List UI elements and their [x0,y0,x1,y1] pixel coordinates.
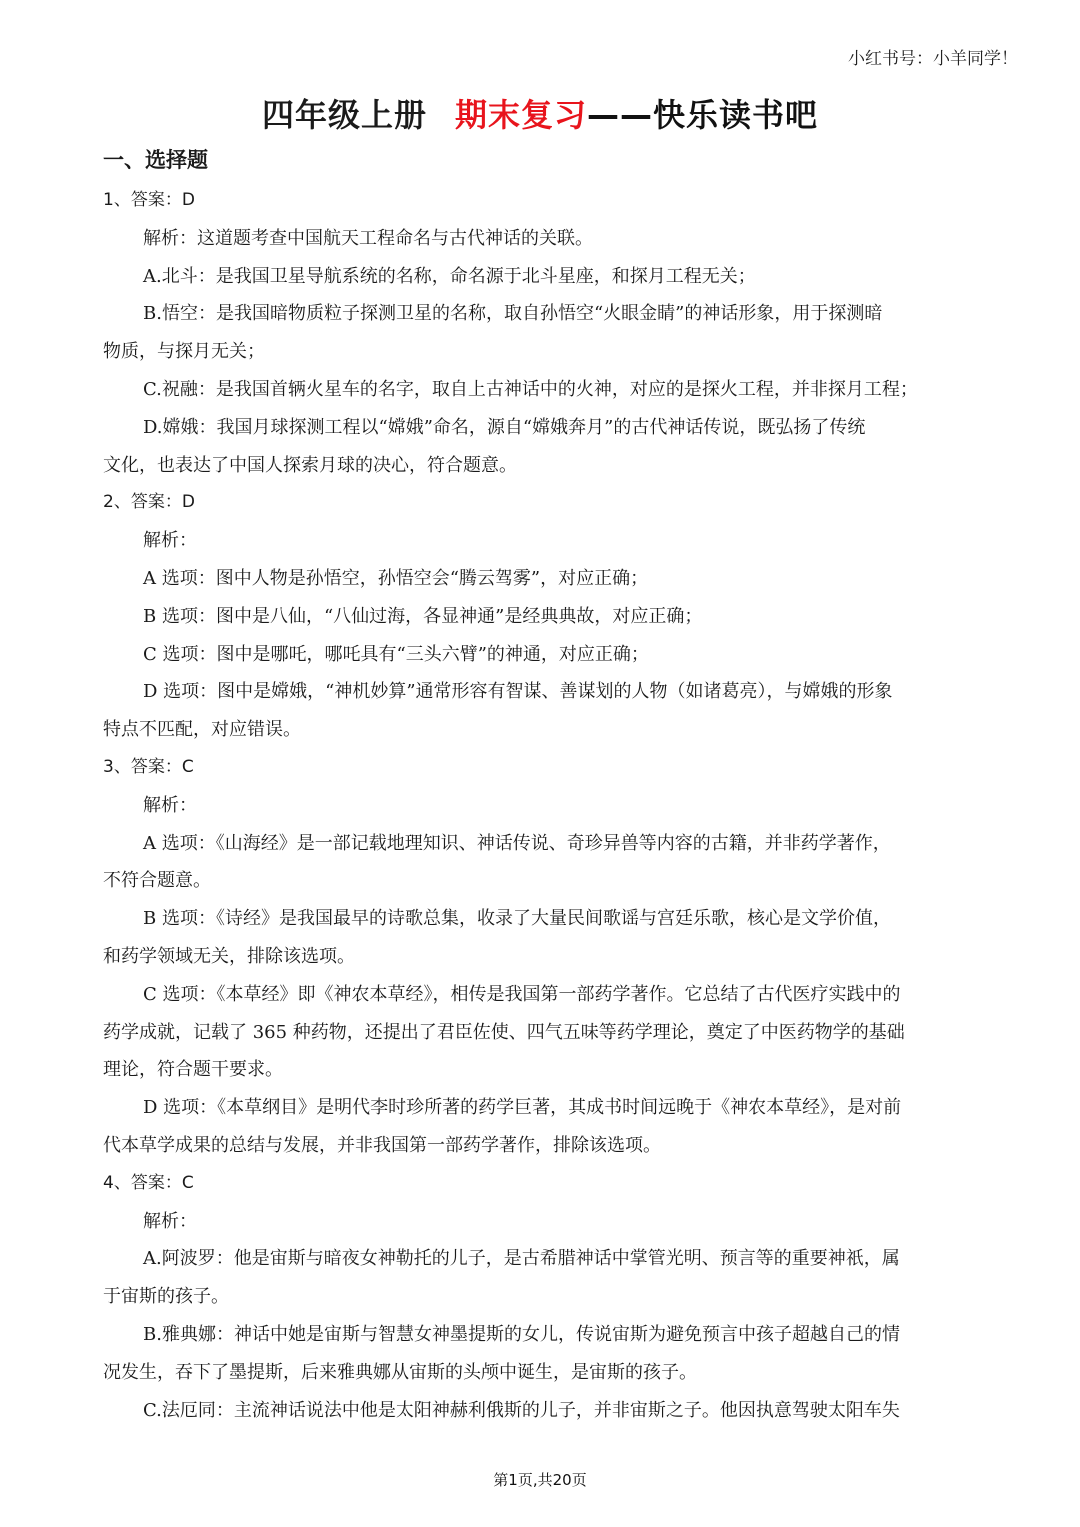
page-number: 第1页,共20页 [493,1471,587,1489]
answer-line: 3、答案：C [103,756,194,777]
page-title [0,90,1080,136]
analysis-line: 解析： [143,1210,197,1232]
continuation-line: 特点不匹配，对应错误。 [103,719,301,741]
title-grade: 四年级上册 [261,96,427,134]
continuation-line: 药学成就，记载了 365 种药物，还提出了君臣佐使、四气五味等药学理论，奠定了中医药物学的基础 [103,1021,905,1043]
option-line: C 选项：《本草经》即《神农本草经》，相传是我国第一部药学著作。它总结了古代医疗实践中的 [143,983,901,1005]
continuation-line: 物质，与探月无关； [103,341,265,363]
continuation-line: 于宙斯的孩子。 [103,1286,229,1308]
option-line: C.法厄同：主流神话说法中他是太阳神赫利俄斯的儿子，并非宙斯之子。他因执意驾驶太阳车失 [143,1399,900,1421]
option-line: D.嫦娥：我国月球探测工程以“嫦娥”命名，源自“嫦娥奔月”的古代神话传说，既弘扬了传统 [143,416,866,438]
title-reading: ——快乐读书吧 [587,96,819,134]
option-line: A 选项：《山海经》是一部记载地理知识、神话传说、奇珍异兽等内容的古籍，并非药学著作， [143,832,891,854]
continuation-line: 和药学领域无关，排除该选项。 [103,945,355,967]
option-line: B.悟空：是我国暗物质粒子探测卫星的名称，取自孙悟空“火眼金睛”的神话形象，用于探测暗 [143,303,883,325]
answer-line: 4、答案：C [103,1172,194,1193]
continuation-line: 文化，也表达了中国人探索月球的决心，符合题意。 [103,454,517,476]
option-line: B 选项：《诗经》是我国最早的诗歌总集，收录了大量民间歌谣与宫廷乐歌，核心是文学价值， [143,908,891,930]
continuation-line: 代本草学成果的总结与发展，并非我国第一部药学著作，排除该选项。 [103,1134,661,1156]
option-line: C 选项：图中是哪吒，哪吒具有“三头六臂”的神通，对应正确； [143,643,649,665]
option-line: A.阿波罗：他是宙斯与暗夜女神勒托的儿子，是古希腊神话中掌管光明、预言等的重要神祇，属 [143,1248,900,1270]
option-line: C.祝融：是我国首辆火星车的名字，取自上古神话中的火神，对应的是探火工程，并非探月工程； [143,378,918,400]
option-line: A.北斗：是我国卫星导航系统的名称，命名源于北斗星座，和探月工程无关； [143,265,756,287]
continuation-line: 不符合题意。 [103,870,211,892]
analysis-line: 解析： [143,794,197,816]
option-line: A 选项：图中人物是孙悟空，孙悟空会“腾云驾雾”，对应正确； [143,567,649,589]
analysis-line: 解析： [143,530,197,552]
section-heading: 一、选择题 [103,148,208,172]
analysis-line: 解析：这道题考查中国航天工程命名与古代神话的关联。 [143,227,593,249]
title-review: 期末复习 [454,96,587,134]
answer-line: 2、答案：D [103,492,195,513]
option-line: B.雅典娜：神话中她是宙斯与智慧女神墨提斯的女儿，传说宙斯为避免预言中孩子超越自己的情 [143,1323,900,1345]
option-line: B 选项：图中是八仙，“八仙过海，各显神通”是经典典故，对应正确； [143,605,703,627]
document-body [103,144,977,1429]
option-line: D 选项：图中是嫦娥，“神机妙算”通常形容有智谋、善谋划的人物（如诸葛亮），与嫦娥的形象 [143,681,893,703]
continuation-line: 理论，符合题干要求。 [103,1059,283,1081]
option-line: D 选项：《本草纲目》是明代李时珍所著的药学巨著，其成书时间远晚于《神农本草经》，是对前 [143,1097,902,1119]
continuation-line: 况发生，吞下了墨提斯，后来雅典娜从宙斯的头颅中诞生，是宙斯的孩子。 [103,1361,697,1383]
answer-line: 1、答案：D [103,190,195,210]
watermark: 小红书号：小羊同学！ [848,49,1018,69]
